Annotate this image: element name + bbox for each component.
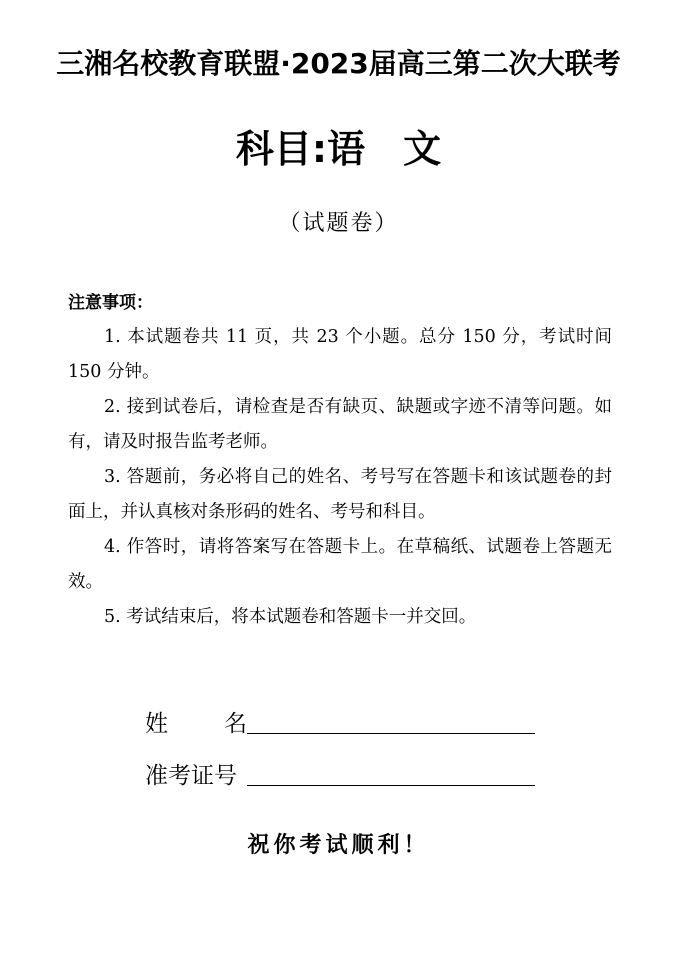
name-label-char-2: 名 (224, 711, 247, 737)
paper-type-label: （试题卷） (278, 211, 399, 236)
notice-item-2: 2. 接到试卷后，请检查是否有缺页、缺题或字迹不清等问题。如有，请及时报告监考老师。 (68, 397, 612, 452)
notice-item-5: 5. 考试结束后，将本试题卷和答题卡一并交回。 (104, 607, 477, 627)
notice-item-4: 4. 作答时，请将答案写在答题卡上。在草稿纸、试题卷上答题无效。 (68, 537, 612, 592)
name-field-row (145, 704, 535, 738)
exam-id-label: 准考证号 (145, 763, 237, 789)
exam-title: 三湘名校教育联盟·2023届高三第二次大联考 (56, 47, 621, 80)
name-blank-line[interactable] (247, 733, 535, 734)
exam-id-blank-line[interactable] (247, 785, 535, 786)
subject-heading: 科目:语 文 (235, 127, 442, 171)
name-label (145, 705, 247, 738)
notice-item-3: 3. 答题前，务必将自己的姓名、考号写在答题卡和该试题卷的封面上，并认真核对条形码的姓名、考号和科目。 (68, 467, 612, 522)
name-label-char-1: 姓 (145, 711, 168, 737)
good-luck-message: 祝你考试顺利！ (247, 833, 430, 858)
exam-id-field-row (145, 756, 535, 790)
notice-list (68, 320, 612, 635)
notice-heading: 注意事项： (68, 293, 153, 313)
notice-item-1: 1. 本试题卷共 11 页，共 23 个小题。总分 150 分，考试时间 150 分钟。 (68, 327, 612, 382)
